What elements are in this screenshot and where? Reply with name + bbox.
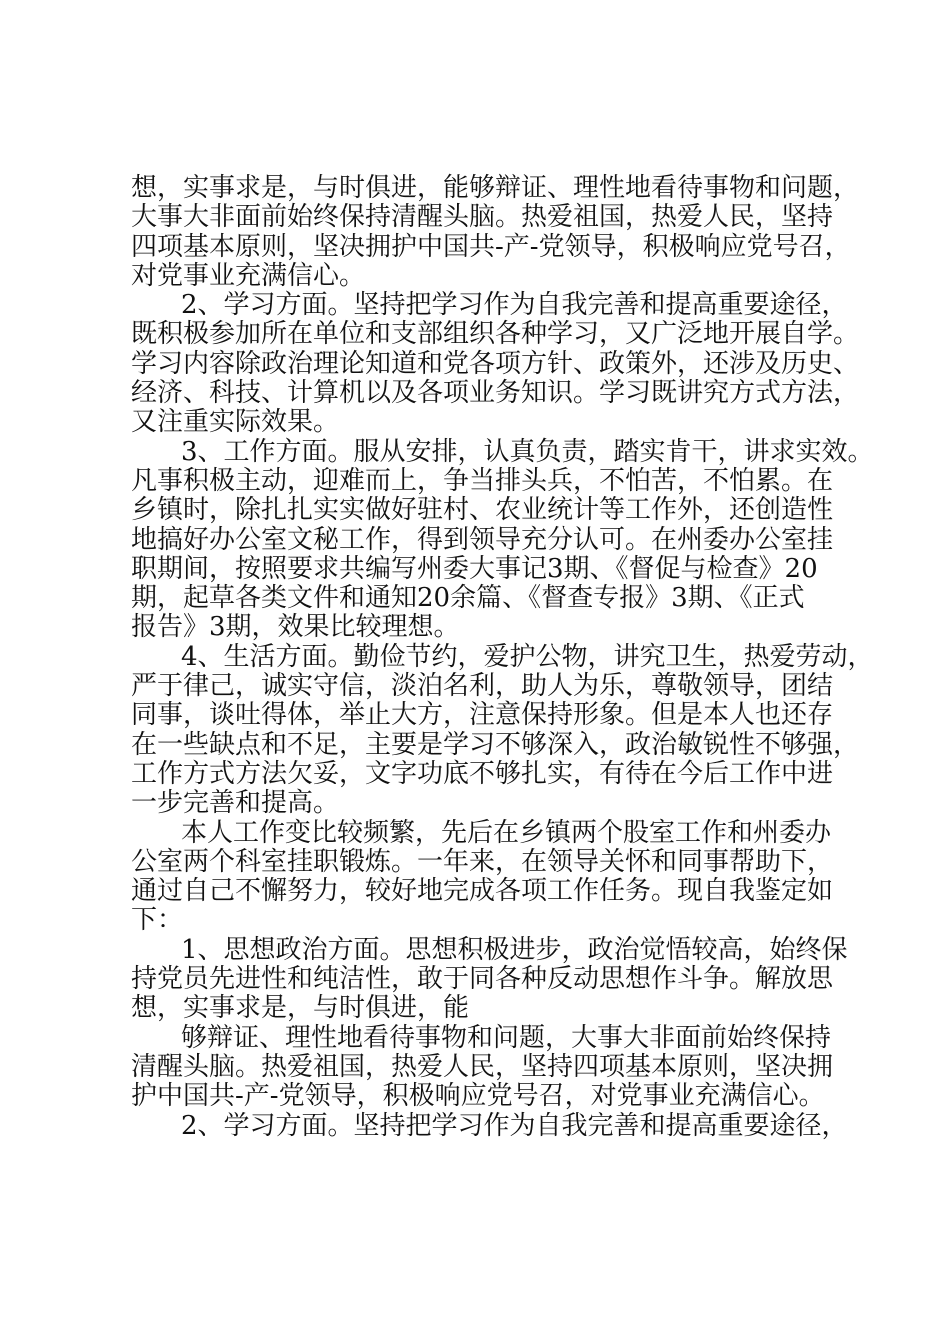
- text-line: 够辩证、理性地看待事物和问题，大事大非面前始终保持: [181, 1022, 832, 1053]
- text-line: 想，实事求是，与时俱进，能够辩证、理性地看待事物和问题，: [131, 173, 860, 203]
- text-line: 在一些缺点和不足，主要是学习不够深入，政治敏锐性不够强，: [131, 729, 860, 760]
- text-line: 工作方式方法欠妥，文字功底不够扎实，有待在今后工作中进: [131, 758, 834, 789]
- text-line: 凡事积极主动，迎难而上，争当排头兵，不怕苦，不怕累。在: [131, 465, 834, 496]
- text-line: 经济、科技、计算机以及各项业务知识。学习既讲究方式方法，: [131, 378, 860, 409]
- text-line: 严于律己，诚实守信，淡泊名利，助人为乐，尊敬领导，团结: [131, 671, 834, 702]
- text-line: 2、学习方面。坚持把学习作为自我完善和提高重要途径，: [181, 290, 848, 321]
- text-line: 期，起草各类文件和通知20余篇、《督查专报》3期、《正式: [131, 583, 805, 614]
- text-line: 同事，谈吐得体，举止大方，注意保持形象。但是本人也还存: [131, 700, 834, 731]
- text-line: 公室两个科室挂职锻炼。一年来，在领导关怀和同事帮助下，: [131, 846, 834, 877]
- text-line: 2、学习方面。坚持把学习作为自我完善和提高重要途径，: [181, 1110, 848, 1141]
- text-line: 既积极参加所在单位和支部组织各种学习，又广泛地开展自学。: [131, 319, 860, 350]
- text-line: 大事大非面前始终保持清醒头脑。热爱祖国，热爱人民，坚持: [131, 202, 834, 233]
- text-line: 持党员先进性和纯洁性，敢于同各种反动思想作斗争。解放思: [131, 964, 834, 995]
- text-line: 3、工作方面。服从安排，认真负责，踏实肯干，讲求实效。: [181, 436, 874, 467]
- text-line: 报告》3期，效果比较理想。: [131, 612, 460, 643]
- text-line: 1、思想政治方面。思想积极进步，政治觉悟较高，始终保: [181, 934, 848, 965]
- text-line: 职期间，按照要求共编写州委大事记3期、《督促与检查》20: [131, 553, 818, 584]
- text-line: 本人工作变比较频繁，先后在乡镇两个股室工作和州委办: [181, 817, 832, 848]
- text-line: 乡镇时，除扎扎实实做好驻村、农业统计等工作外，还创造性: [131, 495, 834, 526]
- text-line: 学习内容除政治理论知道和党各项方针、政策外，还涉及历史、: [131, 348, 860, 379]
- text-line: 又注重实际效果。: [131, 407, 340, 438]
- text-line: 一步完善和提高。: [131, 788, 340, 819]
- text-line: 通过自己不懈努力，较好地完成各项工作任务。现自我鉴定如: [131, 876, 834, 907]
- text-line: 对党事业充满信心。: [131, 260, 366, 291]
- text-line: 护中国共-产-党领导，积极响应党号召，对党事业充满信心。: [131, 1081, 825, 1112]
- text-line: 想，实事求是，与时俱进，能: [131, 993, 470, 1024]
- text-line: 下：: [131, 905, 184, 936]
- text-line: 地搞好办公室文秘工作，得到领导充分认可。在州委办公室挂: [131, 524, 834, 555]
- text-line: 四项基本原则，坚决拥护中国共-产-党领导，积极响应党号召，: [131, 231, 851, 262]
- text-line: 4、生活方面。勤俭节约，爱护公物，讲究卫生，热爱劳动，: [181, 641, 874, 672]
- document-body: [131, 173, 874, 1141]
- text-line: 清醒头脑。热爱祖国，热爱人民，坚持四项基本原则，坚决拥: [131, 1051, 834, 1082]
